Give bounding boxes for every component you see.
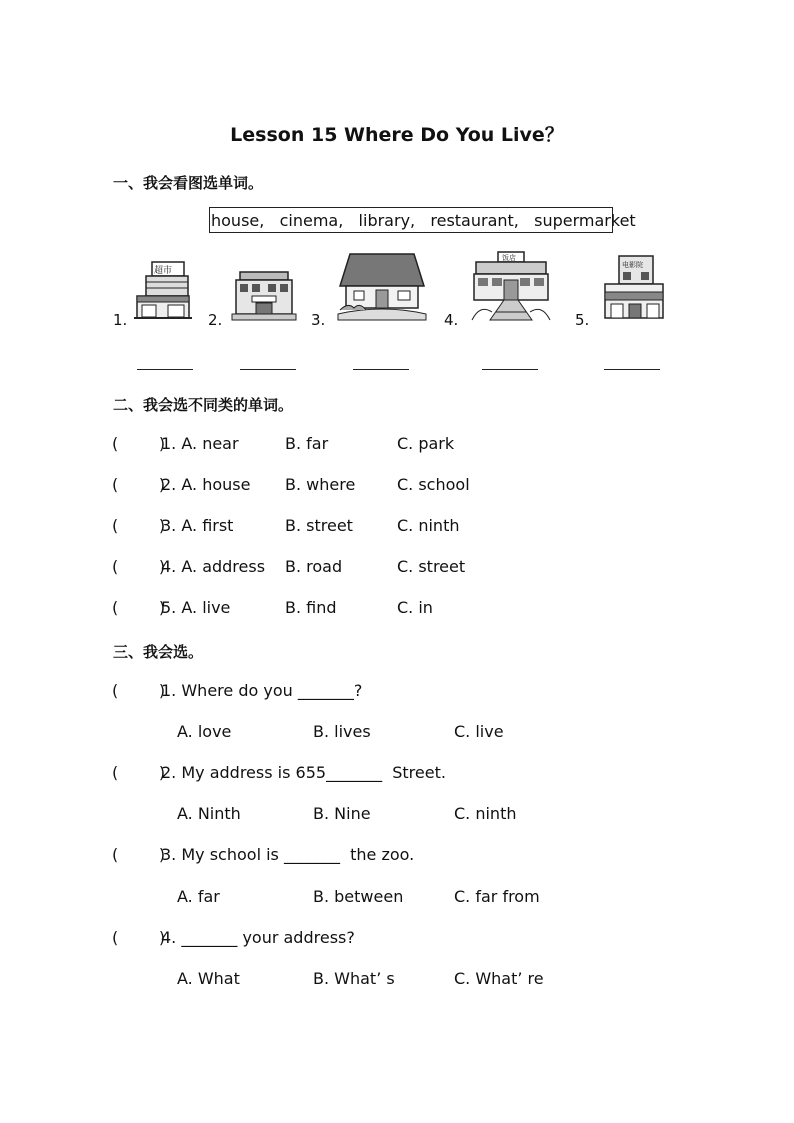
option-a: A. Ninth [177,804,241,823]
option-a: 4. A. address [161,557,266,576]
answer-paren[interactable]: ( ) [112,475,166,494]
option-c: C. What’ re [454,969,544,988]
option-b: B. far [285,434,329,453]
option-a: 1. A. near [161,434,239,453]
option-b: B. What’ s [313,969,395,988]
option-c: C. in [397,598,433,617]
option-c: C. park [397,434,455,453]
answer-paren[interactable]: ( ) [112,928,166,947]
word-bank-text: house, cinema, library, restaurant, supermarket [211,210,636,230]
option-c: C. ninth [397,516,460,535]
supermarket-sign: 超市 [154,266,173,276]
question-stem: 3. My school is _______ the zoo. [161,845,415,864]
answer-line-4[interactable] [482,369,538,370]
page-title: Lesson 15 Where Do You Live？ [230,124,564,146]
question-stem: 4. _______ your address? [161,928,355,947]
picture-number-5: 5. [575,311,590,329]
option-b: B. road [285,557,343,576]
option-a: A. love [177,722,232,741]
question-stem: 2. My address is 655_______ Street. [161,763,446,782]
answer-paren[interactable]: ( ) [112,598,166,617]
option-c: C. street [397,557,466,576]
answer-paren[interactable]: ( ) [112,763,166,782]
answer-paren[interactable]: ( ) [112,516,166,535]
option-c: C. live [454,722,504,741]
picture-number-2: 2. [208,311,223,329]
house-icon [336,252,428,322]
option-c: C. far from [454,887,540,906]
cinema-icon [603,254,665,320]
section-3-heading: 三、我会选。 [113,643,204,661]
word-bank-box [209,207,636,233]
option-a: A. far [177,887,220,906]
answer-line-5[interactable] [604,369,660,370]
answer-line-2[interactable] [240,369,296,370]
answer-paren[interactable]: ( ) [112,557,166,576]
option-b: B. lives [313,722,371,741]
answer-line-3[interactable] [353,369,409,370]
picture-number-1: 1. [113,311,128,329]
option-c: C. school [397,475,470,494]
cinema-sign: 电影院 [622,261,643,269]
option-b: B. find [285,598,337,617]
restaurant-sign: 饭店 [502,254,516,262]
section-1-heading: 一、我会看图选单词。 [113,174,264,192]
restaurant-icon [470,250,552,322]
option-b: B. street [285,516,353,535]
answer-line-1[interactable] [137,369,193,370]
option-a: 2. A. house [161,475,251,494]
supermarket-icon [134,260,192,320]
answer-paren[interactable]: ( ) [112,681,166,700]
answer-paren[interactable]: ( ) [112,434,166,453]
question-stem: 1. Where do you _______? [161,681,363,700]
section-2-heading: 二、我会选不同类的单词。 [113,396,294,414]
library-icon [230,270,298,322]
option-c: C. ninth [454,804,517,823]
option-b: B. between [313,887,404,906]
answer-paren[interactable]: ( ) [112,845,166,864]
option-b: B. Nine [313,804,371,823]
option-a: 3. A. first [161,516,234,535]
option-a: A. What [177,969,240,988]
picture-number-4: 4. [444,311,459,329]
option-b: B. where [285,475,356,494]
picture-number-3: 3. [311,311,326,329]
option-a: 5. A. live [161,598,231,617]
